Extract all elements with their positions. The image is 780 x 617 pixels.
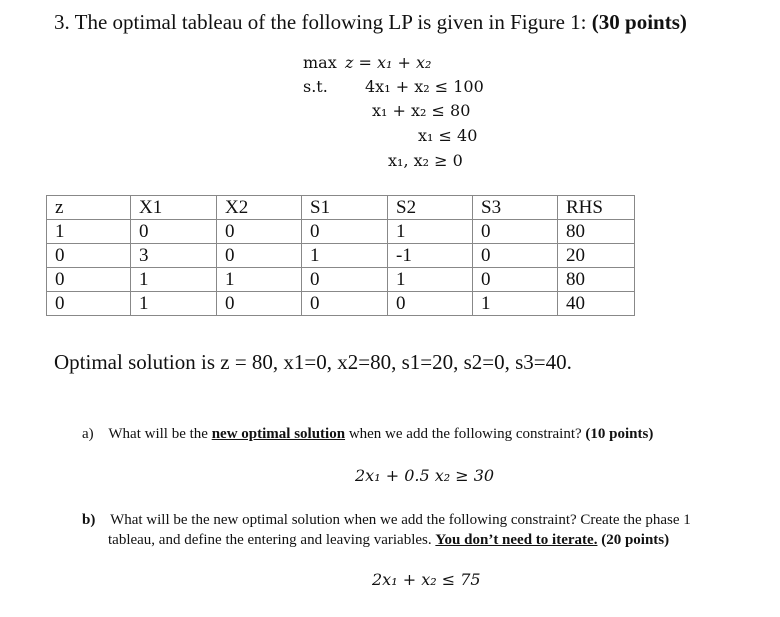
constraint-2: x₁ + x₂ ≤ 80 (372, 101, 471, 120)
table-cell: 1 (473, 292, 558, 316)
header-cell: S2 (388, 196, 473, 220)
question-b-line1: What will be the new optimal solution when we add the following constraint? Create the phase 1 (110, 512, 691, 528)
table-cell: 0 (47, 292, 131, 316)
nonnegativity: x₁, x₂ ≥ 0 (388, 151, 463, 170)
table-cell: 0 (47, 268, 131, 292)
question-b-label: b) (82, 512, 96, 528)
table-cell: 3 (131, 244, 217, 268)
table-cell: 0 (47, 244, 131, 268)
problem-title (54, 10, 687, 35)
st-label: s.t. (303, 77, 328, 96)
title-text: 3. The optimal tableau of the following LP is given in Figure 1: (54, 10, 592, 34)
table-cell: 0 (302, 220, 388, 244)
title-points: (30 points) (591, 10, 687, 34)
table-cell: 80 (558, 268, 635, 292)
table-cell: 1 (131, 292, 217, 316)
question-b-line2: tableau, and define the entering and leaving variables. (108, 532, 436, 548)
question-a-label: a) (82, 426, 94, 442)
table-cell: 0 (217, 220, 302, 244)
table-cell: 80 (558, 220, 635, 244)
table-cell: 0 (302, 268, 388, 292)
constraint-3: x₁ ≤ 40 (418, 126, 478, 145)
question-b-points: (20 points) (597, 532, 670, 548)
table-row (47, 292, 635, 316)
header-cell: S3 (473, 196, 558, 220)
table-cell: -1 (388, 244, 473, 268)
table-cell: 0 (217, 244, 302, 268)
table-cell: 1 (131, 268, 217, 292)
table-header-row (47, 196, 635, 220)
optimal-tableau (46, 195, 635, 316)
table-cell: 1 (47, 220, 131, 244)
table-cell: 1 (217, 268, 302, 292)
objective: z = x₁ + x₂ (345, 53, 432, 72)
optimal-solution: Optimal solution is z = 80, x1=0, x2=80, s1=20, s2=0, s3=40. (54, 350, 572, 374)
header-cell: X2 (217, 196, 302, 220)
header-cell: z (47, 196, 131, 220)
table-cell: 20 (558, 244, 635, 268)
table-cell: 40 (558, 292, 635, 316)
table-cell: 0 (302, 292, 388, 316)
question-a-constraint: 2x₁ + 0.5 x₂ ≥ 30 (355, 466, 495, 485)
table-cell: 0 (473, 220, 558, 244)
question-b-emph: You don’t need to iterate. (435, 532, 598, 548)
header-cell: X1 (131, 196, 217, 220)
table-cell: 0 (388, 292, 473, 316)
header-cell: RHS (558, 196, 635, 220)
question-a-emph: new optimal solution (211, 426, 346, 442)
table-row (47, 220, 635, 244)
table-cell: 1 (388, 268, 473, 292)
question-b-constraint: 2x₁ + x₂ ≤ 75 (372, 570, 481, 589)
objective-label: max (303, 53, 337, 72)
table-cell: 0 (473, 268, 558, 292)
constraint-1: 4x₁ + x₂ ≤ 100 (365, 77, 484, 96)
table-row (47, 268, 635, 292)
table-cell: 0 (473, 244, 558, 268)
table-cell: 1 (302, 244, 388, 268)
question-a-text2: when we add the following constraint? (345, 426, 586, 442)
question-a-points: (10 points) (585, 426, 654, 442)
question-a-text1: What will be the (108, 426, 212, 442)
table-cell: 0 (131, 220, 217, 244)
header-cell: S1 (302, 196, 388, 220)
table-cell: 1 (388, 220, 473, 244)
table-row (47, 244, 635, 268)
table-cell: 0 (217, 292, 302, 316)
question-b (82, 510, 691, 550)
question-a (82, 426, 653, 443)
